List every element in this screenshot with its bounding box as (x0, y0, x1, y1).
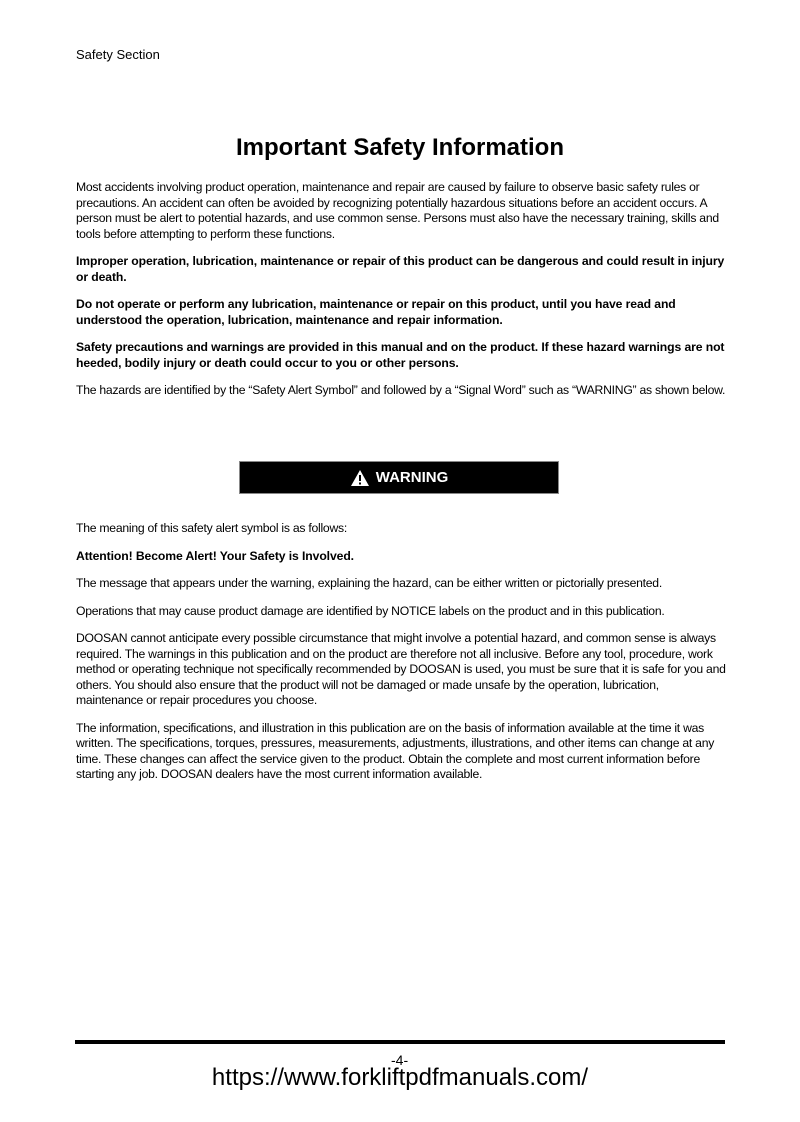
body-paragraph-5: DOOSAN cannot anticipate every possible circumstance that might involve a potential hazard, and common sense is always required. The warnings in this publication and on the product are therefore not all inclusive. Before any tool, procedure, work method or operating technique not specifically recommended by DOOSAN is used, you must be sure that it is safe for you and others. You should also ensure that the product will not be damaged or made unsafe by the operation, lubrication, maintenance or repair procedures you choose. (76, 631, 726, 707)
warning-signal-box (240, 462, 558, 493)
intro-paragraph-4: Safety precautions and warnings are provided in this manual and on the product. If these hazard warnings are not heeded, bodily injury or death could occur to you or other persons. (76, 340, 725, 370)
body-paragraph-4: Operations that may cause product damage are identified by NOTICE labels on the product and in this publication. (76, 603, 665, 618)
intro-paragraph-3: Do not operate or perform any lubrication, maintenance or repair on this product, until you have read and understood the operation, lubrication, maintenance and repair information. (76, 297, 676, 327)
intro-section (76, 180, 726, 411)
intro-paragraph-5: The hazards are identified by the “Safety Alert Symbol” and followed by a “Signal Word” such as “WARNING” as shown below. (76, 383, 726, 397)
section-header: Safety Section (76, 47, 160, 62)
footer-url-link[interactable]: https://www.forkliftpdfmanuals.com/ (211, 1064, 589, 1091)
page-number: -4- (391, 1052, 409, 1068)
page-title: Important Safety Information (235, 134, 565, 161)
intro-paragraph-2: Improper operation, lubrication, maintenance or repair of this product can be dangerous and could result in injury or death. (76, 254, 725, 284)
body-paragraph-6: The information, specifications, and illustration in this publication are on the basis of information available at the time it was written. The specifications, torques, pressures, measurements, adjustments, illustrations, and other items can change at any time. These changes can affect the service given to the product. Obtain the complete and most current information before starting any job. DOOSAN dealers have the most current information available. (76, 720, 715, 781)
body-paragraph-1: The meaning of this safety alert symbol is as follows: (76, 521, 347, 535)
body-paragraph-3: The message that appears under the warning, explaining the hazard, can be either written or pictorially presented. (76, 576, 662, 590)
warning-label: WARNING (375, 469, 449, 486)
footer-divider (75, 1040, 725, 1044)
body-paragraph-2: Attention! Become Alert! Your Safety is Involved. (76, 548, 354, 563)
alert-triangle-icon (350, 469, 370, 487)
intro-paragraph-1: Most accidents involving product operation, maintenance and repair are caused by failure to observe basic safety rules or precautions. An accident can often be avoided by recognizing potentially hazardous situations before an accident occurs. A person must be alert to potential hazards, and use common sense. Persons must also have the necessary training, skills and tools before attempting to perform these functions. (76, 180, 719, 241)
body-section (76, 521, 726, 795)
